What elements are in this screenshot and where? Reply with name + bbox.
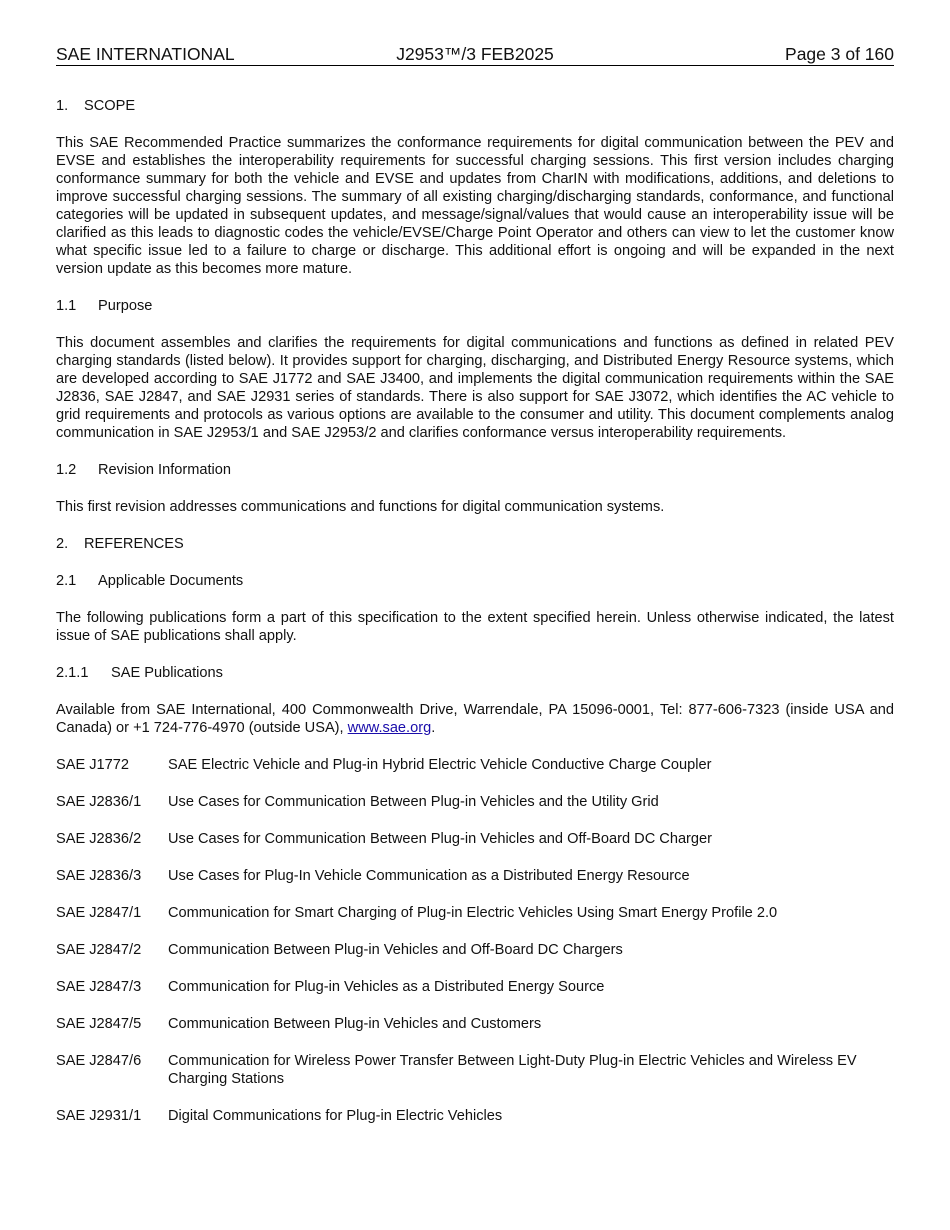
reference-item: [56, 1107, 894, 1125]
availability-text: Available from SAE International, 400 Commonwealth Drive, Warrendale, PA 15096-0001, Tel: 877-606-7323 (inside USA and Canada) or +1 724-776-4970 (outside USA),: [56, 702, 894, 736]
heading-references: [56, 535, 894, 553]
reference-item: [56, 867, 894, 885]
heading-title: REFERENCES: [84, 536, 184, 552]
heading-sae-publications: [56, 664, 894, 682]
sae-website-link[interactable]: www.sae.org: [347, 720, 432, 736]
scope-paragraph: This SAE Recommended Practice summarizes the conformance requirements for digital communication between the PEV and EVSE and establishes the interoperability requirements for successful charging sessions. This first version includes charging conformance summary for both the vehicle and EVSE and updates from CharIN with modifications, additions, and deletions to improve successful charging sessions. The summary of all existing charging/discharging standards, conformance, and functional categories will be updated in subsequent updates, and message/signal/values that would cause an interoperability issue will be clarified as this leads to diagnostic codes the vehicle/EVSE/Charge Point Operator and others can view to let the customer know what specific issue led to a failure to charge or discharge. This additional effort is ongoing and will be expanded in the next version update as this becomes more mature.: [56, 135, 894, 277]
reference-title: Use Cases for Plug-In Vehicle Communication as a Distributed Energy Resource: [168, 868, 690, 884]
reference-title: SAE Electric Vehicle and Plug-in Hybrid Electric Vehicle Conductive Charge Coupler: [168, 757, 712, 773]
reference-code: SAE J2847/1: [56, 905, 142, 921]
reference-title: Communication for Wireless Power Transfer Between Light-Duty Plug-in Electric Vehicles and Wireless EV Charging Stations: [168, 1053, 857, 1087]
reference-item: [56, 830, 894, 848]
reference-list: [56, 756, 894, 1125]
heading-number: 2.1.1: [56, 665, 89, 681]
page-header: [56, 43, 894, 66]
reference-item: [56, 978, 894, 996]
reference-item: [56, 756, 894, 774]
heading-number: 1.2: [56, 462, 77, 478]
reference-code: SAE J2836/3: [56, 868, 142, 884]
reference-item: [56, 793, 894, 811]
revision-paragraph: This first revision addresses communications and functions for digital communication systems.: [56, 499, 665, 515]
reference-item: [56, 1052, 894, 1088]
heading-title: Revision Information: [98, 462, 232, 478]
reference-code: SAE J2836/1: [56, 794, 142, 810]
purpose-paragraph: This document assembles and clarifies the requirements for digital communications and functions as defined in related PEV charging standards (listed below). It provides support for charging, discharging, and Distributed Energy Resource systems, which are developed according to SAE J1772 and SAE J3400, and implements the digital communication requirements within the SAE J2836, SAE J2847, and SAE J2931 series of standards. There is also support for SAE J3072, which identifies the AC vehicle to grid requirements and protocols as various options are available to the consumer and utility. This document complements analog communication in SAE J2953/1 and SAE J2953/2 and clarifies conformance versus interoperability requirements.: [56, 335, 894, 441]
heading-revision-information: [56, 461, 894, 479]
reference-code: SAE J2847/2: [56, 942, 142, 958]
heading-number: 1.: [56, 98, 69, 114]
heading-title: Applicable Documents: [98, 573, 244, 589]
heading-applicable-documents: [56, 572, 894, 590]
document-body: [56, 97, 894, 1144]
header-page-number: Page 3 of 160: [785, 44, 894, 64]
header-org: SAE INTERNATIONAL: [56, 44, 235, 64]
reference-title: Communication for Smart Charging of Plug-in Electric Vehicles Using Smart Energy Profile 2.0: [168, 905, 778, 921]
reference-item: [56, 1015, 894, 1033]
reference-title: Use Cases for Communication Between Plug-in Vehicles and Off-Board DC Charger: [168, 831, 713, 847]
reference-code: SAE J2847/5: [56, 1016, 142, 1032]
reference-item: [56, 941, 894, 959]
applicable-paragraph: The following publications form a part of this specification to the extent specified herein. Unless otherwise indicated, the latest issue of SAE publications shall apply.: [56, 610, 894, 644]
reference-code: SAE J2836/2: [56, 831, 142, 847]
reference-code: SAE J2847/3: [56, 979, 142, 995]
availability-end: .: [431, 720, 436, 736]
reference-title: Use Cases for Communication Between Plug-in Vehicles and the Utility Grid: [168, 794, 659, 810]
heading-number: 2.1: [56, 573, 77, 589]
reference-code: SAE J1772: [56, 757, 130, 773]
heading-number: 2.: [56, 536, 69, 552]
heading-number: 1.1: [56, 298, 77, 314]
reference-item: [56, 904, 894, 922]
reference-code: SAE J2931/1: [56, 1108, 142, 1124]
reference-title: Communication Between Plug-in Vehicles and Off-Board DC Chargers: [168, 942, 623, 958]
heading-title: SAE Publications: [111, 665, 223, 681]
heading-title: SCOPE: [84, 98, 136, 114]
reference-title: Digital Communications for Plug-in Electric Vehicles: [168, 1108, 503, 1124]
header-doc-id: J2953™/3 FEB2025: [396, 44, 554, 64]
reference-title: Communication Between Plug-in Vehicles and Customers: [168, 1016, 542, 1032]
heading-title: Purpose: [98, 298, 153, 314]
reference-code: SAE J2847/6: [56, 1053, 142, 1069]
reference-title: Communication for Plug-in Vehicles as a Distributed Energy Source: [168, 979, 605, 995]
heading-scope: [56, 97, 894, 115]
heading-purpose: [56, 297, 894, 315]
availability-paragraph: [56, 701, 894, 737]
